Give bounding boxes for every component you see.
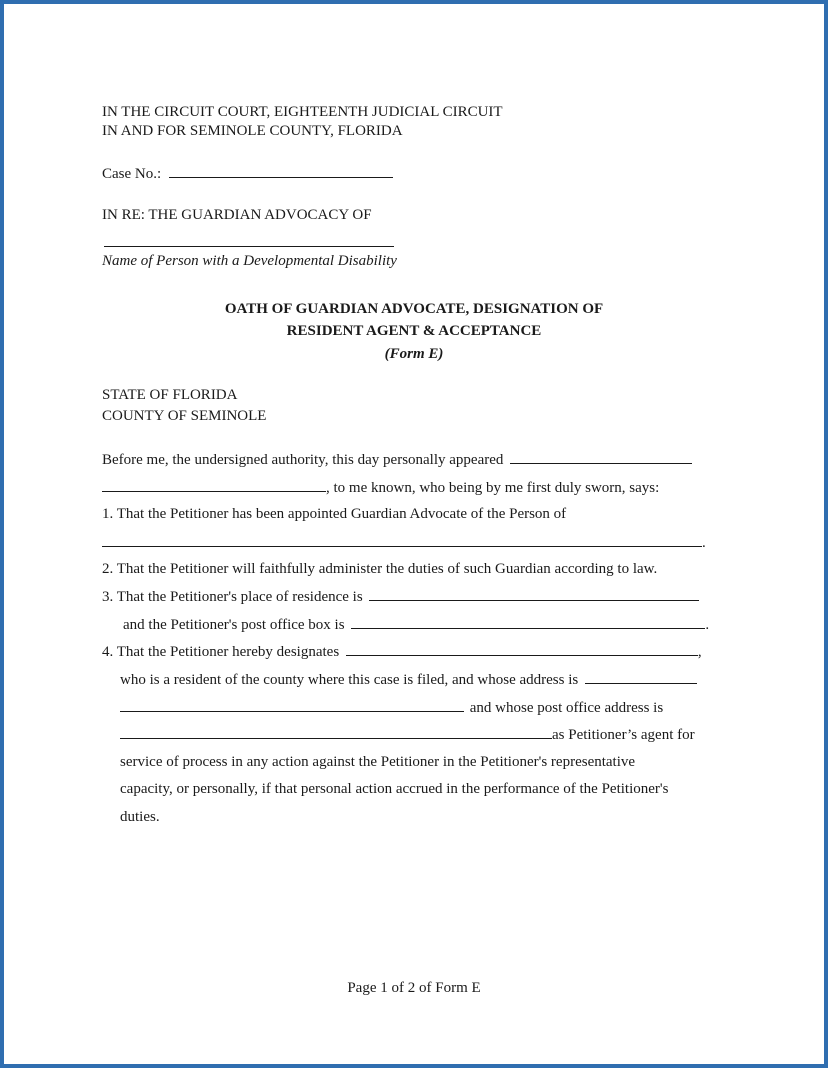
item-2-text: 2. That the Petitioner will faithfully administer the duties of such Guardian according to law. [102,561,658,577]
intro-text-1: Before me, the undersigned authority, this day personally appeared [102,452,504,468]
item-3-period: . [705,617,710,633]
name-caption: Name of Person with a Developmental Disability [102,253,397,269]
item-3-row-2 [123,615,709,634]
form-title-line-1: OATH OF GUARDIAN ADVOCATE, DESIGNATION OF [224,301,604,317]
intro-text-2: , to me known, who being by me first duly sworn, says: [326,480,660,496]
intro-line-2 [102,478,659,497]
item-4-row-5: service of process in any action against the Petitioner in the Petitioner's representative [120,754,636,770]
item-4-row-7: duties. [120,809,160,825]
item-3-residence-label: 3. That the Petitioner's place of residence is [102,589,363,605]
agent-address-field[interactable] [585,670,697,684]
agent-po-address-field[interactable] [120,725,552,739]
item-4-row-1 [102,642,702,661]
venue-state: STATE OF FLORIDA [102,387,238,403]
item-4-row-2 [120,670,697,689]
item-1-period: . [702,535,706,551]
item-4-row-3 [120,698,663,717]
court-line-1: IN THE CIRCUIT COURT, EIGHTEENTH JUDICIAL CIRCUIT [102,104,503,120]
intro-line-1 [102,450,692,469]
appearing-person-field-cont[interactable] [102,478,326,492]
ward-name-field[interactable] [102,533,702,547]
item-4-po-address-label: and whose post office address is [469,700,664,716]
form-designation: (Form E) [384,346,444,362]
item-4-comma: , [697,644,702,660]
form-title-line-2: RESIDENT AGENT & ACCEPTANCE [286,323,542,339]
agent-address-field-cont[interactable] [120,698,464,712]
po-box-field[interactable] [351,615,705,629]
court-line-2: IN AND FOR SEMINOLE COUNTY, FLORIDA [102,123,403,139]
venue-county: COUNTY OF SEMINOLE [102,408,267,424]
item-3-row-1 [102,587,699,606]
in-re-heading: IN RE: THE GUARDIAN ADVOCACY OF [102,207,372,223]
appearing-person-field[interactable] [510,450,692,464]
designated-agent-field[interactable] [346,642,698,656]
item-4-address-label: who is a resident of the county where this case is filed, and whose address is [120,672,579,688]
item-3-po-box-label: and the Petitioner's post office box is [123,617,345,633]
case-number-field[interactable] [169,164,393,178]
residence-field[interactable] [369,587,699,601]
item-4-designates-label: 4. That the Petitioner hereby designates [102,644,340,660]
case-number-label: Case No.: [102,166,162,182]
item-4-row-6: capacity, or personally, if that personal action accrued in the performance of the Petitioner's [120,781,669,797]
item-1-text: 1. That the Petitioner has been appointed Guardian Advocate of the Person of [102,506,567,522]
page-number: Page 1 of 2 of Form E [347,980,481,996]
disabled-person-name-field[interactable] [104,246,394,247]
item-1-blank-row [102,533,706,552]
case-number-row [102,164,393,183]
item-4-agent-for: as Petitioner’s agent for [552,727,695,743]
item-4-row-4 [120,725,695,744]
